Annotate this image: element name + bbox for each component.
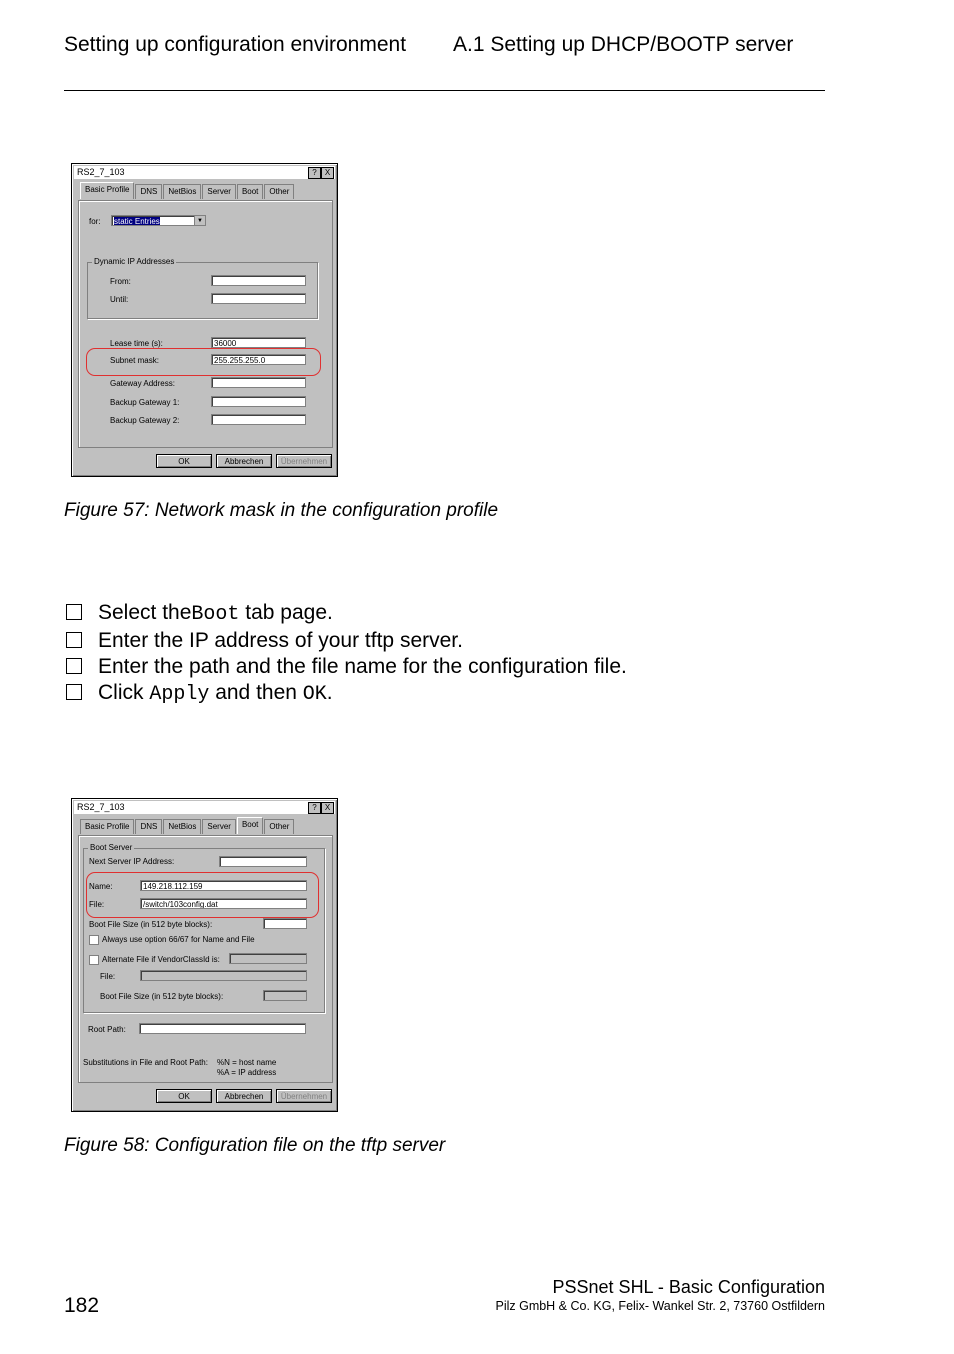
tab-panel bbox=[78, 200, 333, 448]
backup-gateway1-input[interactable] bbox=[211, 396, 306, 407]
checkbox-icon bbox=[66, 658, 82, 674]
footer-doc-title: PSSnet SHL - Basic Configuration bbox=[552, 1277, 825, 1297]
always-use-label: Always use option 66/67 for Name and File bbox=[102, 935, 255, 944]
backup-gateway2-label: Backup Gateway 2: bbox=[110, 416, 180, 425]
chevron-down-icon[interactable]: ▼ bbox=[194, 216, 205, 226]
next-server-label: Next Server IP Address: bbox=[89, 857, 175, 866]
header-subsection-title: A.1 Setting up DHCP/BOOTP server bbox=[453, 33, 794, 56]
dialog-title: RS2_7_103 bbox=[77, 802, 125, 812]
dialog-title: RS2_7_103 bbox=[77, 167, 125, 177]
tab-bar bbox=[80, 184, 295, 201]
substitution-host: %N = host name bbox=[217, 1058, 277, 1067]
backup-gateway2-input[interactable] bbox=[211, 414, 306, 425]
boot-size2-input bbox=[263, 990, 307, 1001]
subnet-mask-input[interactable]: 255.255.255.0 bbox=[211, 354, 306, 365]
tab-boot[interactable]: Boot bbox=[237, 817, 263, 834]
help-icon[interactable]: ? bbox=[308, 167, 321, 179]
step-item: Click Apply and then OK . bbox=[64, 680, 627, 708]
ok-button[interactable]: OK bbox=[156, 1089, 212, 1103]
figure57-dialog bbox=[71, 163, 338, 477]
tab-dns[interactable]: DNS bbox=[135, 819, 162, 834]
highlight-subnet-mask bbox=[86, 348, 321, 376]
instruction-steps bbox=[64, 600, 627, 708]
figure58-caption: Figure 58: Configuration file on the tftp server bbox=[64, 1135, 446, 1156]
tab-boot[interactable]: Boot bbox=[237, 184, 263, 199]
footer-publisher: Pilz GmbH & Co. KG, Felix- Wankel Str. 2, 73760 Ostfildern bbox=[495, 1299, 825, 1313]
for-select-value: static Entries bbox=[114, 217, 160, 226]
gateway-label: Gateway Address: bbox=[110, 379, 175, 388]
next-server-input[interactable] bbox=[219, 856, 307, 867]
file2-label: File: bbox=[100, 972, 116, 981]
backup-gateway1-label: Backup Gateway 1: bbox=[110, 398, 180, 407]
substitution-ip: %A = IP address bbox=[217, 1068, 277, 1077]
dynamic-ip-group-title: Dynamic IP Addresses bbox=[94, 257, 175, 266]
gateway-input[interactable] bbox=[211, 377, 306, 388]
dialog-titlebar bbox=[74, 166, 335, 179]
for-label: for: bbox=[89, 217, 101, 226]
dynamic-ip-group bbox=[87, 257, 318, 319]
file2-input bbox=[140, 970, 307, 981]
checkbox-icon bbox=[66, 684, 82, 700]
tab-server[interactable]: Server bbox=[202, 184, 236, 199]
close-icon[interactable]: X bbox=[321, 802, 334, 814]
tab-netbios[interactable]: NetBios bbox=[163, 819, 201, 834]
subnet-mask-label: Subnet mask: bbox=[110, 356, 159, 365]
help-icon[interactable]: ? bbox=[308, 802, 321, 814]
ok-button[interactable]: OK bbox=[156, 454, 212, 468]
root-path-input[interactable] bbox=[139, 1023, 306, 1034]
from-label: From: bbox=[110, 277, 131, 286]
boot-server-group-title: Boot Server bbox=[90, 843, 133, 852]
lease-time-label: Lease time (s): bbox=[110, 339, 163, 348]
apply-button[interactable]: Übernehmen bbox=[276, 454, 332, 468]
file-label: File: bbox=[89, 900, 105, 909]
root-path-label: Root Path: bbox=[88, 1025, 126, 1034]
name-input[interactable]: 149.218.112.159 bbox=[140, 880, 307, 891]
until-input[interactable] bbox=[211, 293, 306, 304]
boot-size-input[interactable] bbox=[263, 918, 307, 929]
step-item: Select the Boot tab page. bbox=[64, 600, 627, 628]
lease-time-input[interactable]: 36000 bbox=[211, 337, 306, 348]
boot-size-label: Boot File Size (in 512 byte blocks): bbox=[89, 920, 213, 929]
boot-size2-label: Boot File Size (in 512 byte blocks): bbox=[100, 992, 224, 1001]
alternate-file-label: Alternate File if VendorClassId is: bbox=[102, 955, 220, 964]
cancel-button[interactable]: Abbrechen bbox=[216, 1089, 272, 1103]
until-label: Until: bbox=[110, 295, 129, 304]
highlight-name-file bbox=[86, 872, 319, 918]
page-number: 182 bbox=[64, 1294, 100, 1317]
for-select[interactable] bbox=[111, 215, 206, 226]
step-item: Enter the path and the file name for the configuration file. bbox=[64, 654, 627, 680]
vendor-class-input bbox=[229, 953, 307, 964]
always-use-checkbox[interactable] bbox=[89, 935, 99, 945]
from-input[interactable] bbox=[211, 275, 306, 286]
apply-button[interactable]: Übernehmen bbox=[276, 1089, 332, 1103]
tab-dns[interactable]: DNS bbox=[135, 184, 162, 199]
tab-other[interactable]: Other bbox=[264, 819, 294, 834]
tab-bar bbox=[80, 819, 295, 836]
file-input[interactable]: /switch/103config.dat bbox=[140, 898, 307, 909]
tab-other[interactable]: Other bbox=[264, 184, 294, 199]
dialog-titlebar bbox=[74, 801, 335, 814]
close-icon[interactable]: X bbox=[321, 167, 334, 179]
checkbox-icon bbox=[66, 604, 82, 620]
figure57-caption: Figure 57: Network mask in the configuration profile bbox=[64, 500, 499, 521]
substitutions-label: Substitutions in File and Root Path: bbox=[83, 1058, 208, 1067]
tab-server[interactable]: Server bbox=[202, 819, 236, 834]
cancel-button[interactable]: Abbrechen bbox=[216, 454, 272, 468]
header-section-title: Setting up configuration environment bbox=[64, 33, 407, 56]
header-rule bbox=[64, 90, 825, 91]
alternate-file-checkbox[interactable] bbox=[89, 955, 99, 965]
step-item: Enter the IP address of your tftp server. bbox=[64, 628, 627, 654]
name-label: Name: bbox=[89, 882, 113, 891]
figure58-dialog bbox=[71, 798, 338, 1112]
tab-netbios[interactable]: NetBios bbox=[163, 184, 201, 199]
checkbox-icon bbox=[66, 632, 82, 648]
tab-basic-profile[interactable]: Basic Profile bbox=[80, 182, 134, 199]
tab-basic-profile[interactable]: Basic Profile bbox=[80, 819, 134, 834]
